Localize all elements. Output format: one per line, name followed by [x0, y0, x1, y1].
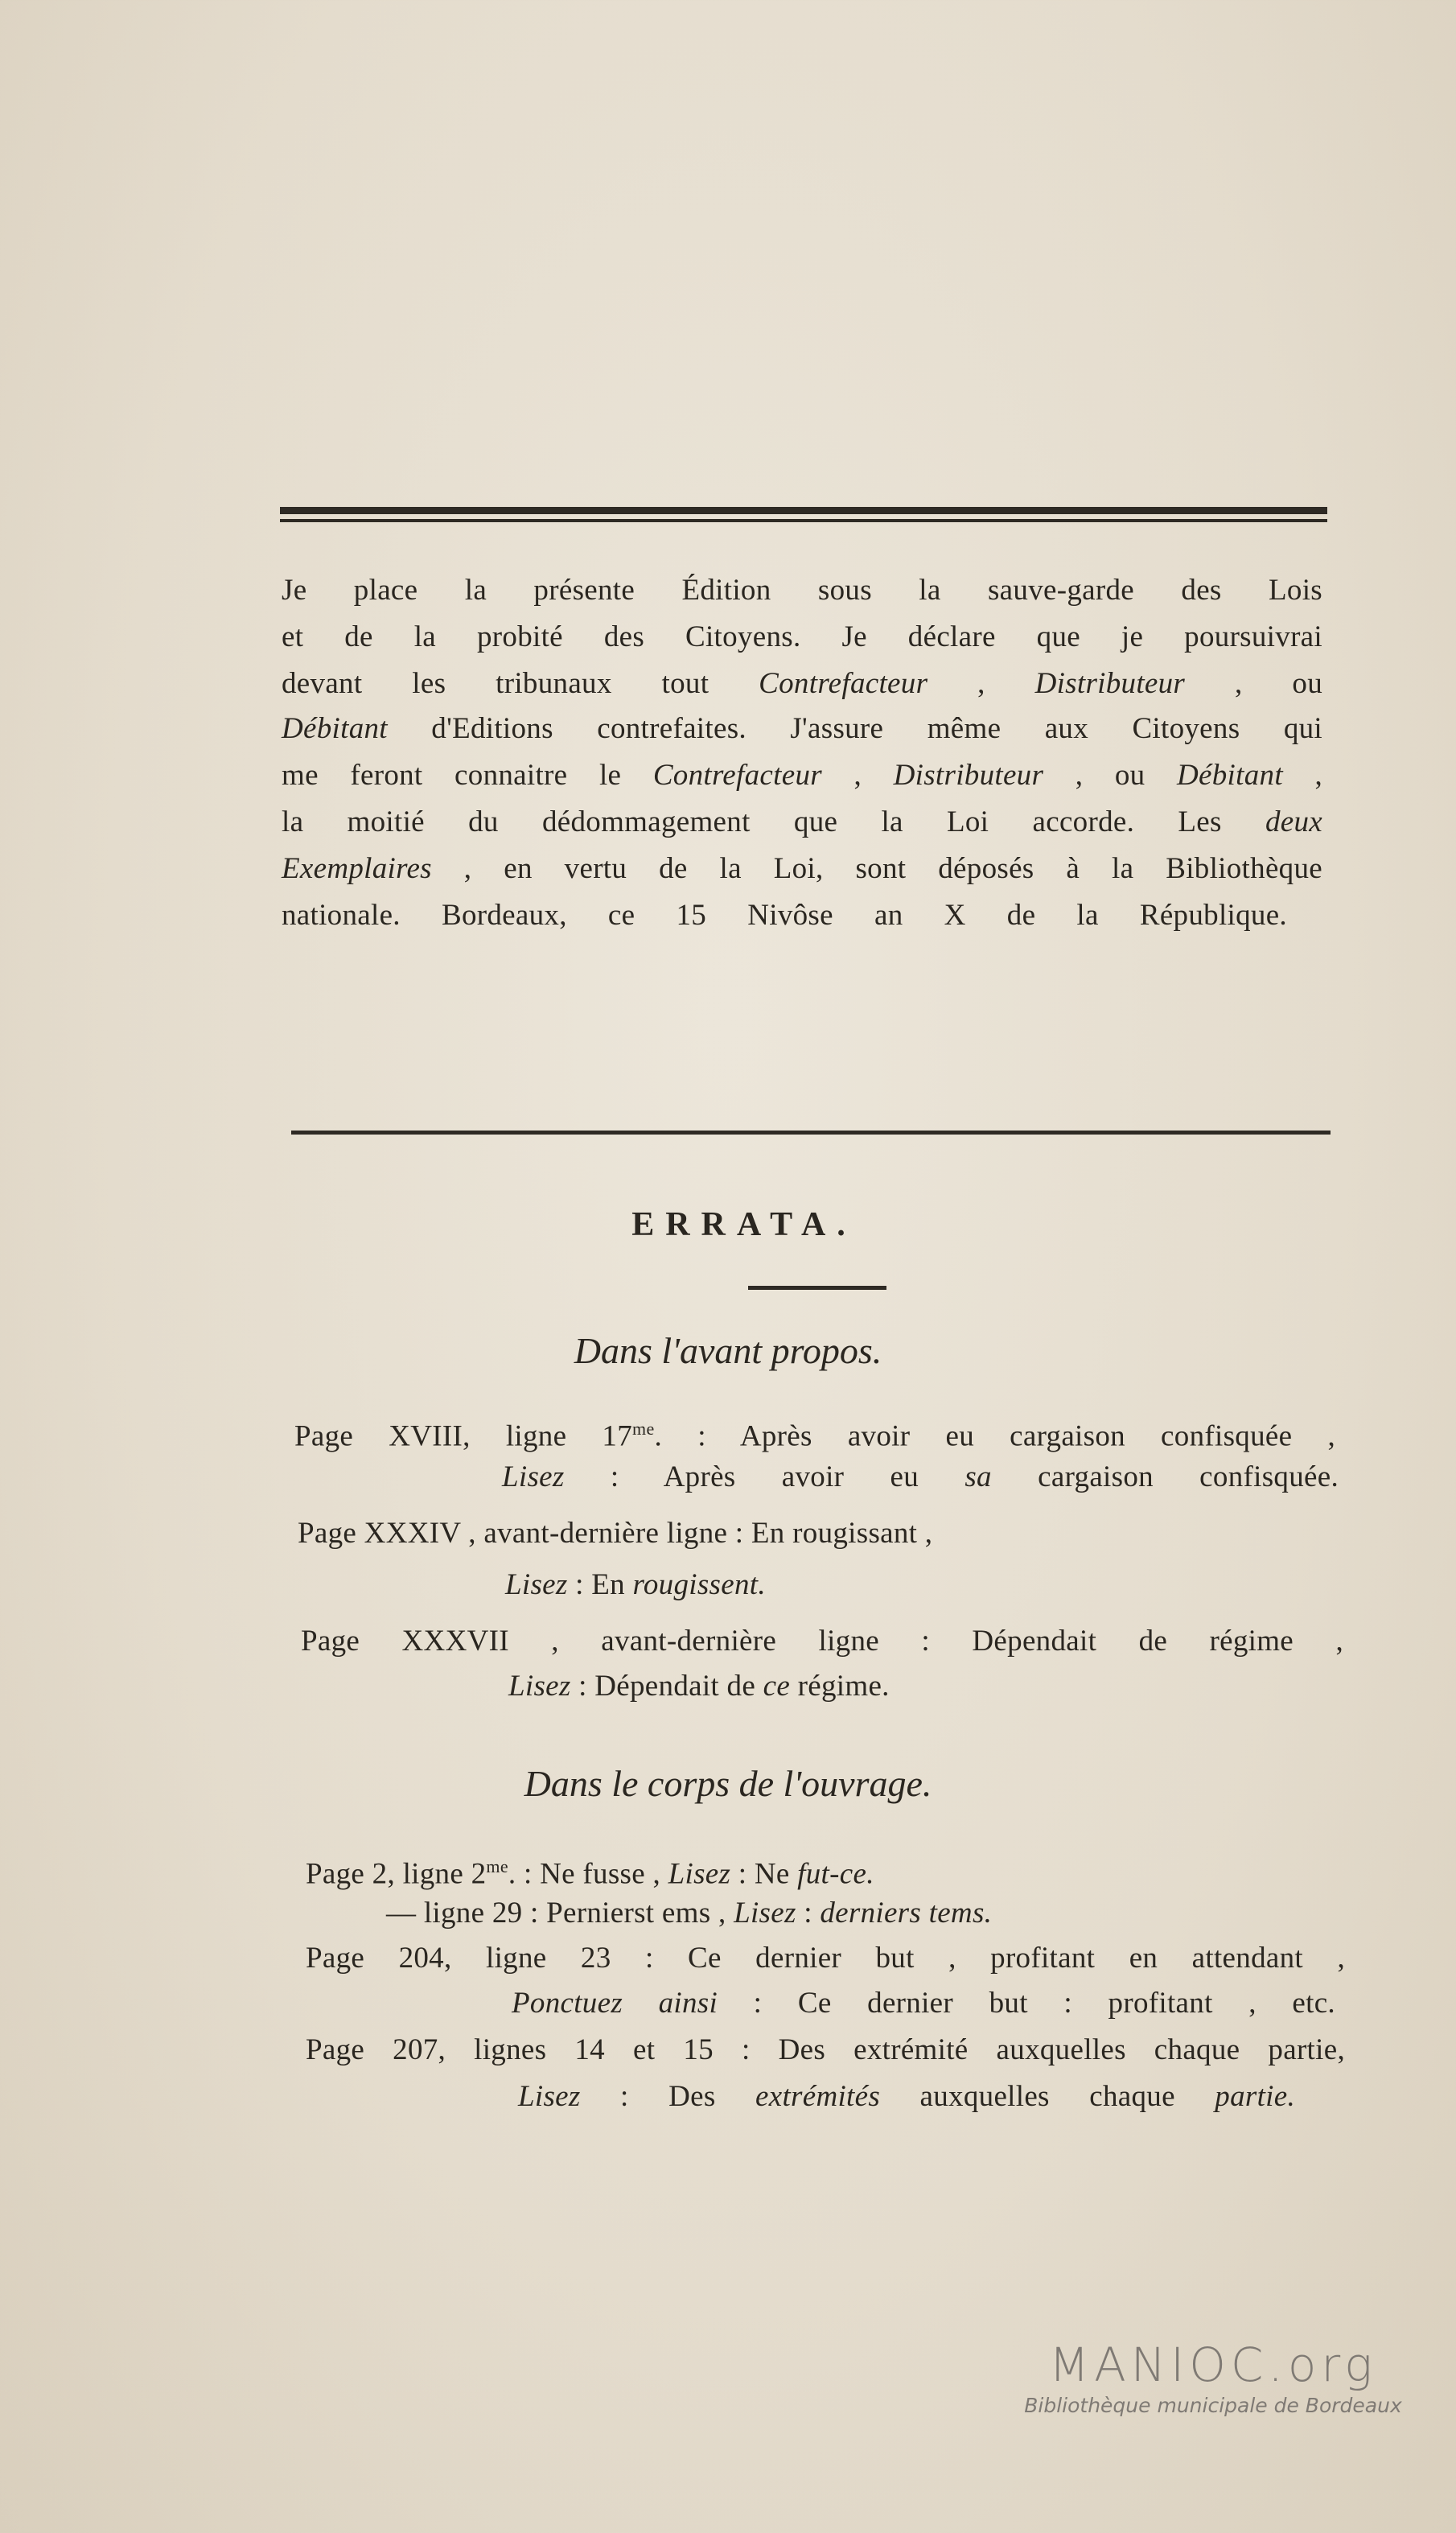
errata-entry-line: [505, 1567, 766, 1603]
text-run: Je place la présente Édition sous la sauve-garde des Lois: [282, 574, 1322, 607]
italic-text: Lisez: [668, 1857, 731, 1891]
text-run: : En: [567, 1568, 633, 1601]
errata-entry-line: [502, 1460, 1339, 1495]
top-double-rule-thin: [280, 519, 1327, 522]
text-run: : Dépendait de: [570, 1670, 763, 1703]
errata-entry-line: [301, 1624, 1343, 1659]
text-run: . : Ne fusse ,: [508, 1857, 668, 1891]
errata-entry-line: [508, 1669, 890, 1704]
text-run: Page 207, lignes 14 et 15 : Des extrémité auxquelles chaque partie,: [306, 2033, 1345, 2066]
italic-text: derniers tems.: [820, 1897, 993, 1930]
text-run: Page XXXIV , avant-dernière ligne : En rougissant ,: [298, 1517, 933, 1550]
text-run: ,: [821, 759, 894, 792]
text-run: cargaison confisquée.: [991, 1460, 1339, 1493]
top-double-rule-thick: [280, 507, 1327, 514]
italic-text: Contrefacteur: [652, 759, 822, 792]
notice-line: [282, 805, 1322, 840]
notice-line: [282, 851, 1322, 887]
text-run: ,: [1282, 759, 1323, 792]
italic-text: Distributeur: [1034, 667, 1186, 700]
text-run: : Ce dernier but : profitant , etc.: [718, 1987, 1335, 2020]
errata-entry-line: [386, 1896, 992, 1931]
italic-text: Débitant: [1177, 759, 1283, 792]
text-run: d'Editions contrefaites. J'assure même aux Citoyens qui: [387, 712, 1322, 745]
text-run: auxquelles chaque: [880, 2080, 1215, 2113]
text-run: nationale. Bordeaux, ce 15 Nivôse an X de la République.: [282, 899, 1287, 932]
notice-line: [282, 620, 1322, 655]
text-run: me: [486, 1856, 508, 1876]
italic-text: deux: [1265, 805, 1322, 838]
section-title-corps-ouvrage: Dans le corps de l'ouvrage.: [524, 1763, 932, 1804]
italic-text: rougissent.: [632, 1568, 766, 1601]
italic-text: Lisez: [505, 1568, 568, 1601]
text-run: : Des: [580, 2080, 756, 2113]
text-run: , en vertu de la Loi, sont déposés à la Bibliothèque: [431, 852, 1322, 885]
italic-text: Débitant: [282, 712, 388, 745]
italic-text: Lisez: [502, 1460, 565, 1493]
text-run: . : Après avoir eu cargaison confisquée ,: [654, 1419, 1335, 1453]
errata-title-underline: [748, 1286, 886, 1290]
text-run: me feront connaitre le: [282, 759, 653, 792]
notice-line: [282, 898, 1287, 933]
notice-line: [282, 758, 1322, 793]
text-run: la moitié du dédommagement que la Loi accorde. Les: [282, 805, 1265, 838]
text-run: : Après avoir eu: [564, 1460, 965, 1493]
text-run: devant les tribunaux tout: [282, 667, 759, 700]
errata-entry-line: [294, 1411, 1335, 1454]
section-divider-rule: [291, 1131, 1331, 1135]
text-run: me: [632, 1419, 655, 1439]
italic-text: partie.: [1215, 2080, 1295, 2113]
text-run: — ligne 29 : Pernierst ems ,: [386, 1897, 734, 1930]
italic-text: Contrefacteur: [759, 667, 928, 700]
manioc-logo: MANIOC.org: [1049, 2337, 1377, 2392]
text-run: Page 2, ligne 2: [306, 1857, 487, 1891]
text-run: Page XXXVII , avant-dernière ligne : Dépendait de régime ,: [301, 1625, 1343, 1658]
text-run: :: [796, 1897, 821, 1930]
italic-text: Lisez: [734, 1897, 796, 1930]
notice-line: [282, 711, 1322, 747]
italic-text: Ponctuez ainsi: [512, 1987, 718, 2020]
errata-entry-line: [306, 2033, 1345, 2068]
text-run: , ou: [1185, 667, 1323, 700]
text-run: Page XVIII, ligne 17: [294, 1419, 633, 1453]
library-caption: Bibliothèque municipale de Bordeaux: [1024, 2394, 1402, 2417]
errata-entry-line: [512, 1986, 1335, 2021]
text-run: , ou: [1043, 759, 1178, 792]
errata-entry-line: [306, 1941, 1345, 1976]
errata-entry-line: [298, 1516, 932, 1551]
text-run: ,: [927, 667, 1035, 700]
text-run: et de la probité des Citoyens. Je déclare que je poursuivrai: [282, 620, 1322, 653]
text-run: régime.: [790, 1670, 890, 1703]
italic-text: Distributeur: [893, 759, 1044, 792]
text-run: : Ne: [730, 1857, 798, 1891]
errata-entry-line: [306, 1849, 874, 1892]
errata-entry-line: [518, 2079, 1295, 2115]
text-run: Page 204, ligne 23 : Ce dernier but , profitant en attendant ,: [306, 1942, 1345, 1975]
italic-text: extrémités: [755, 2080, 881, 2113]
italic-text: Exemplaires: [282, 852, 432, 885]
italic-text: Lisez: [518, 2080, 581, 2113]
notice-line: [282, 573, 1322, 608]
notice-line: [282, 666, 1322, 702]
italic-text: sa: [964, 1460, 992, 1493]
italic-text: Lisez: [508, 1670, 571, 1703]
section-title-avant-propos: Dans l'avant propos.: [574, 1330, 882, 1371]
italic-text: fut-ce.: [797, 1857, 874, 1891]
manioc-watermark: [996, 2337, 1430, 2417]
errata-title: ERRATA.: [631, 1206, 857, 1243]
italic-text: ce: [763, 1670, 791, 1703]
